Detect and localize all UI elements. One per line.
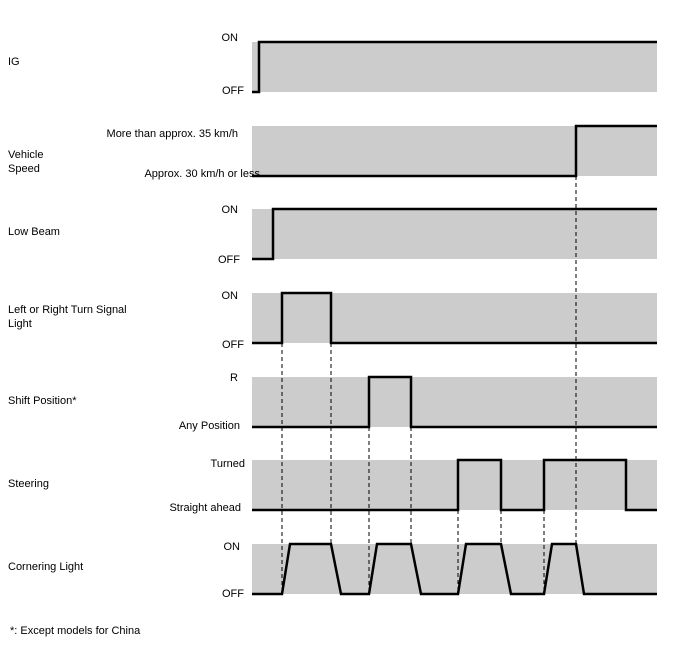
state-low-turn-signal: OFF [222,339,244,351]
footnote: *: Except models for China [10,625,141,637]
band-steering [252,460,657,510]
state-low-low-beam: OFF [218,254,240,266]
state-low-ig: OFF [222,85,244,97]
band-low-beam [252,209,657,259]
signal-name-vehicle-speed-2: Speed [8,163,40,175]
signal-name-cornering-light: Cornering Light [8,561,84,573]
signal-name-shift-position: Shift Position* [8,395,77,407]
state-high-low-beam: ON [221,204,238,216]
signal-name-turn-signal-1: Left or Right Turn Signal [8,304,127,316]
band-cornering-light [252,544,657,594]
state-low-shift-position: Any Position [178,420,240,432]
signal-name-vehicle-speed-1: Vehicle [8,149,44,161]
state-high-steering: Turned [210,458,245,470]
state-low-steering: Straight ahead [169,502,241,514]
state-high-vehicle-speed: More than approx. 35 km/h [106,128,238,140]
state-low-vehicle-speed: Approx. 30 km/h or less [144,168,260,180]
band-vehicle-speed [252,126,657,176]
signal-name-low-beam: Low Beam [8,226,60,238]
state-high-turn-signal: ON [221,290,238,302]
signal-name-turn-signal-2: Light [8,318,32,330]
state-low-cornering-light: OFF [222,588,244,600]
state-high-cornering-light: ON [223,541,240,553]
band-turn-signal [252,293,657,343]
state-high-shift-position: R [230,372,238,384]
band-ig [252,42,657,92]
signal-name-ig: IG [8,56,20,68]
state-high-ig: ON [221,32,238,44]
band-shift-position [252,377,657,427]
signal-name-steering: Steering [8,478,49,490]
